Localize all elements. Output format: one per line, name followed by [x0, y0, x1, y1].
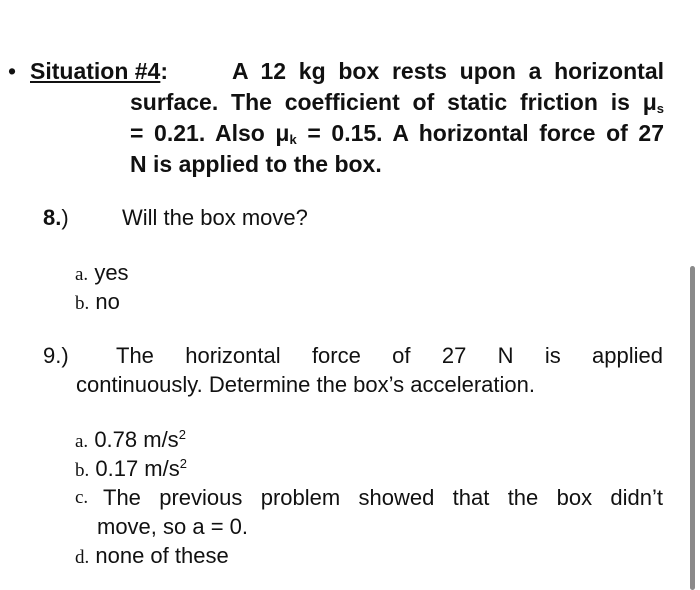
situation-label: Situation #4 — [30, 58, 161, 84]
option-text: no — [95, 289, 120, 314]
option-a[interactable] — [75, 258, 129, 289]
question-number: 9.) — [43, 343, 69, 368]
option-b[interactable] — [75, 287, 120, 318]
option-d[interactable] — [75, 541, 229, 572]
option-text: 0.78 m/s — [94, 427, 179, 452]
option-a[interactable]: a. 0.78 $m/s^2$ — [75, 427, 186, 452]
situation-heading — [30, 56, 168, 87]
question-prompt-line-2: continuously. Determine the box’s acceleration. — [76, 372, 535, 397]
option-letter: a. — [75, 264, 89, 285]
option-letter: c. — [75, 487, 89, 508]
situation-line-4: N is applied to the box. — [130, 151, 382, 177]
option-text: none of these — [95, 543, 229, 568]
option-text: 0.17 m/s — [95, 456, 180, 481]
option-b[interactable]: b. 0.17 $m/s^2$ — [75, 456, 187, 481]
option-letter: d. — [75, 547, 90, 568]
option-c[interactable] — [75, 483, 663, 541]
question-prompt: Will the box move? — [122, 205, 308, 230]
question-9 — [43, 341, 663, 401]
option-text-line-2: move, so a = 0. — [97, 514, 249, 539]
bullet: • — [8, 58, 17, 84]
option-letter: a. — [75, 431, 89, 452]
question-8 — [43, 203, 663, 233]
situation-line-3: = 0.21. Also $\mu_k = 0.15$. A horizontal force of 27 — [130, 120, 664, 147]
scrollbar[interactable] — [690, 266, 695, 590]
question-prompt-line-1: The horizontal force of 27 N is applied — [116, 343, 663, 368]
option-letter: b. — [75, 460, 90, 481]
situation-colon: : — [160, 58, 169, 84]
situation-line-1: A 12 kg box rests upon a horizontal — [232, 58, 664, 84]
option-text-line-1: The previous problem showed that the box didn’t — [103, 485, 663, 510]
situation-line-2: surface. The coefficient of static friction is $\mu_s$ — [130, 89, 664, 116]
option-text: yes — [94, 260, 129, 285]
question-number: 8.) — [43, 205, 69, 230]
option-letter: b. — [75, 293, 90, 314]
